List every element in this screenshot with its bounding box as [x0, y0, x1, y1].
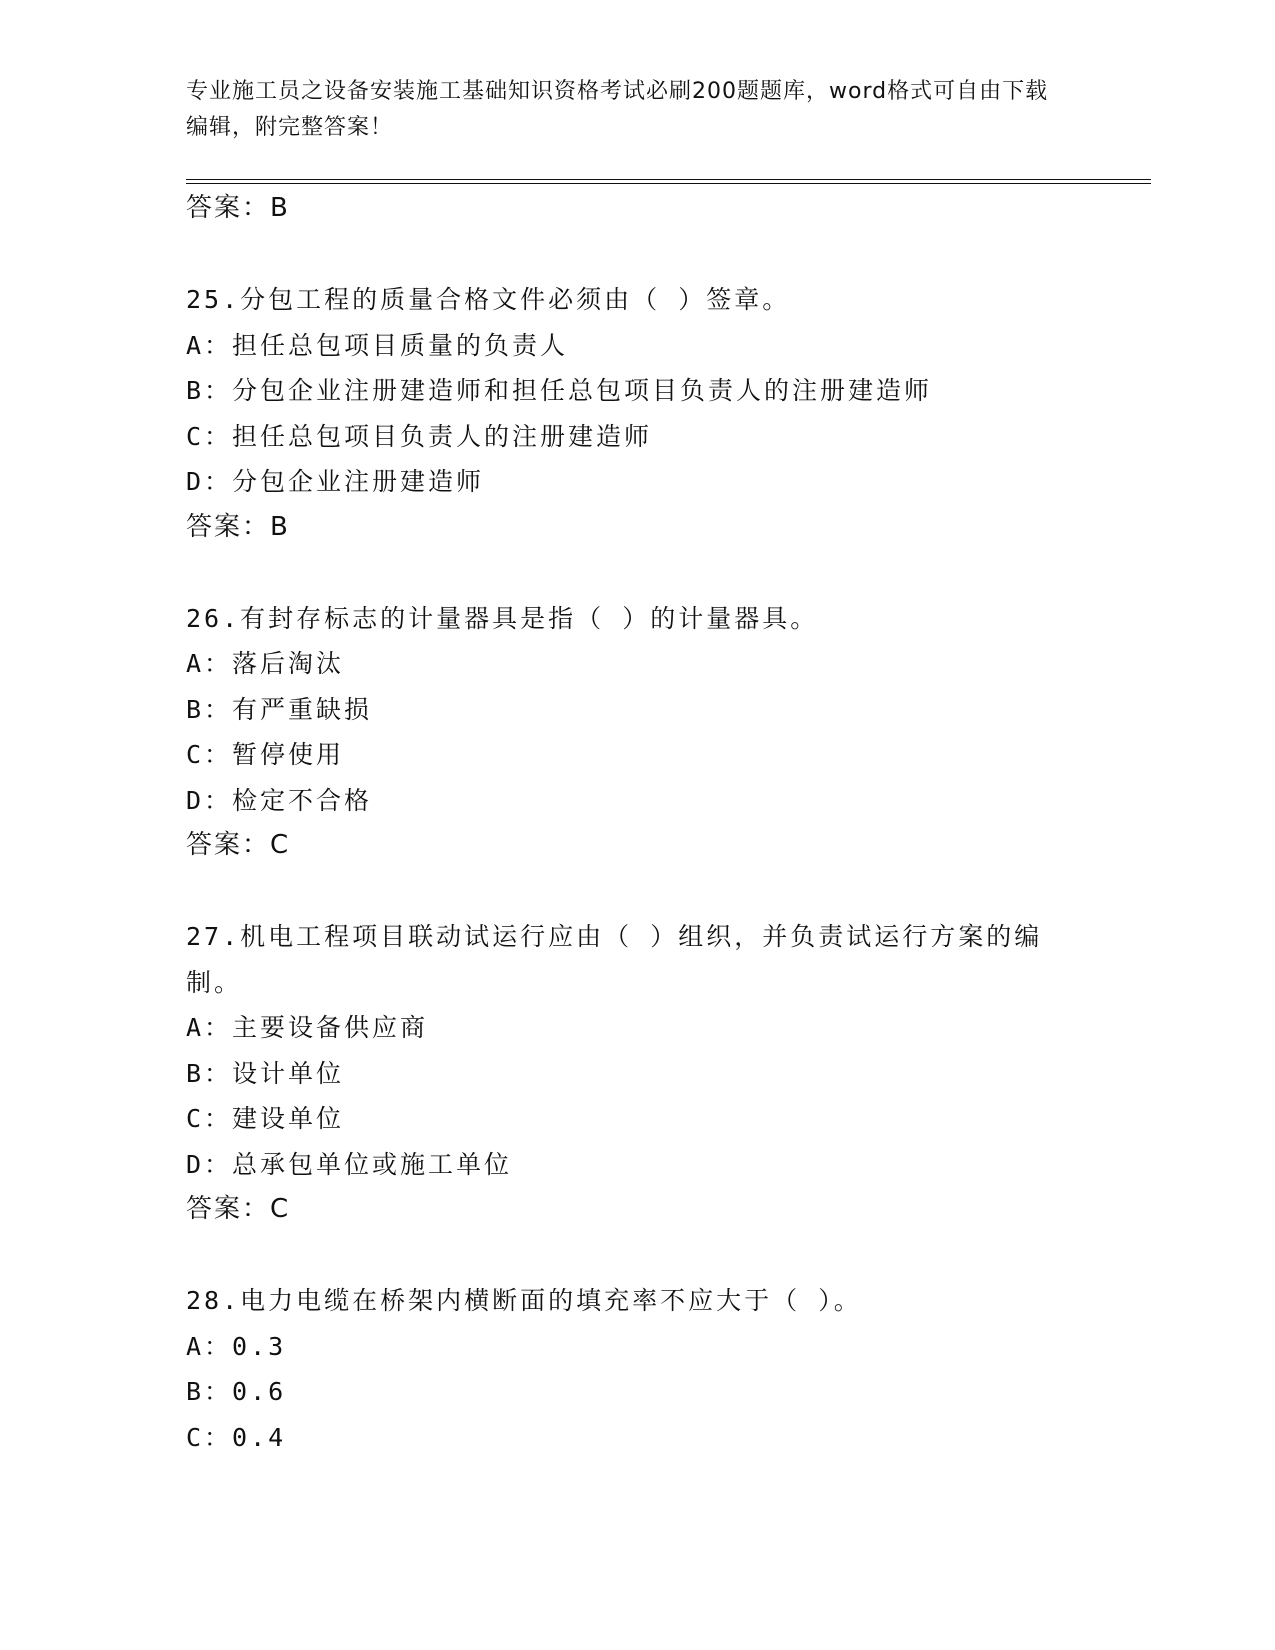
question-option: D：检定不合格 [186, 785, 373, 815]
question-option: C：0.4 [186, 1422, 287, 1452]
question-stem: 25.分包工程的质量合格文件必须由（ ）签章。 [186, 285, 791, 314]
header-divider-bottom [186, 183, 1151, 184]
document-header-title: 专业施工员之设备安装施工基础知识资格考试必刷200题题库，word格式可自由下载编辑，附完整答案！ [186, 79, 1049, 140]
question-option: C：暂停使用 [186, 740, 345, 769]
question-stem: 28.电力电缆在桥架内横断面的填充率不应大于（ ）。 [186, 1286, 862, 1315]
spacer [186, 869, 1086, 915]
question-option: C：建设单位 [186, 1104, 345, 1133]
question-option: B：分包企业注册建造师和担任总包项目负责人的注册建造师 [186, 376, 933, 405]
question-option: B：设计单位 [186, 1058, 345, 1088]
question-option: A：担任总包项目质量的负责人 [186, 330, 569, 360]
question-option: D：总承包单位或施工单位 [186, 1149, 513, 1179]
question-item [186, 277, 1086, 550]
spacer [186, 550, 1086, 596]
previous-answer: 答案：B [186, 193, 290, 223]
question-option: A：落后淘汰 [186, 649, 345, 678]
question-stem: 27.机电工程项目联动试运行应由（ ）组织，并负责试运行方案的编制。 [186, 922, 1043, 997]
question-option: A：0.3 [186, 1331, 287, 1361]
question-item [186, 596, 1086, 869]
question-list [186, 186, 1086, 1460]
question-option: D：分包企业注册建造师 [186, 467, 485, 496]
question-stem: 26.有封存标志的计量器具是指（ ）的计量器具。 [186, 603, 819, 633]
question-option: B：有严重缺损 [186, 694, 373, 724]
question-option: B：0.6 [186, 1377, 287, 1406]
question-option: C：担任总包项目负责人的注册建造师 [186, 421, 653, 451]
question-answer: 答案：B [186, 511, 290, 542]
question-answer: 答案：C [186, 1194, 291, 1224]
question-item [186, 1278, 1086, 1460]
question-option: A：主要设备供应商 [186, 1013, 429, 1042]
spacer [186, 1233, 1086, 1279]
header-divider-top [186, 179, 1151, 180]
spacer [186, 232, 1086, 278]
question-item [186, 914, 1086, 1233]
question-answer: 答案：C [186, 830, 291, 860]
